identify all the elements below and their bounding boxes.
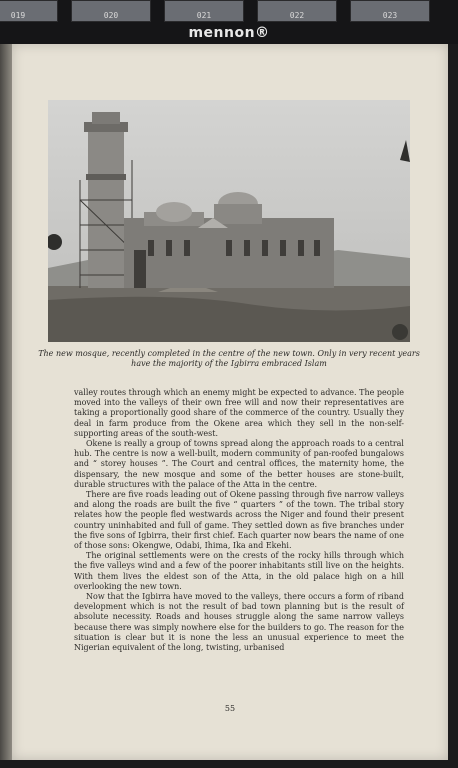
film-frame-label: 021 — [196, 11, 212, 20]
mosque-photo-illustration — [48, 100, 410, 342]
film-frame-021 — [164, 0, 244, 22]
film-frame-019 — [0, 0, 58, 22]
paragraph-2: Okene is really a group of towns spread along the approach roads to a central hub. The centre is now a well-built, modern community of pan-roofed bungalows and “ storey houses ”. The Court and central offices, the maternity home, the dispensary, the new mosque and some of the better houses are stone-built, durable structures with the palace of the Atta in the centre. — [74, 439, 404, 489]
photo-caption: The new mosque, recently completed in the centre of the new town. Only in very recent years have the majority of the Igbirra embraced Islam — [38, 349, 420, 368]
filmstrip-header — [0, 0, 458, 44]
paragraph-4: The original settlements were on the crests of the rocky hills through which the five valleys wind and a few of the poorer inhabitants still live on the heights. With them lives the eldest son of the Atta, in the old palace high on a hill overlooking the new town. — [74, 551, 404, 591]
film-frame-label: 022 — [289, 11, 305, 20]
paragraph-1: valley routes through which an enemy might be expected to advance. The people moved into the valleys of their own free will and now their representatives are taking a proportionally good share of the commerce of the country. Usually they deal in farm produce from the Okene area which they sell in the non-self-supporting areas of the south-west. — [74, 388, 404, 438]
film-frame-label: 019 — [10, 11, 26, 20]
film-frame-023 — [350, 0, 430, 22]
brand-logo: mennon® — [188, 25, 270, 41]
film-frame-020 — [71, 0, 151, 22]
page-number: 55 — [224, 704, 236, 713]
mosque-photo-icon — [48, 100, 410, 342]
film-frame-label: 020 — [103, 11, 119, 20]
document-page — [12, 44, 448, 760]
article-body — [74, 388, 404, 653]
book-spine — [0, 44, 12, 760]
film-frame-label: 023 — [382, 11, 398, 20]
paragraph-3: There are five roads leading out of Okene passing through five narrow valleys and along the roads are built the five “ quarters ” of the town. The tribal story relates how the people fled westwards across the Niger and found their present country uninhabited and full of game. They settled down as five branches under the five sons of Igbirra, their first chief. Each quarter now bears the name of one of those sons: Okengwe, Odabi, Ihima, Ika and Ekehi. — [74, 490, 404, 551]
film-frame-022 — [257, 0, 337, 22]
paragraph-5: Now that the Igbirra have moved to the valleys, there occurs a form of riband development which is not the result of bad town planning but is the result of absolute necessity. Roads and houses struggle along the same narrow valleys because there was simply nowhere else for the builders to go. The reason for the situation is clear but it is none the less an unusual experience to meet the Nigerian equivalent of the long, twisting, urbanised — [74, 592, 404, 653]
